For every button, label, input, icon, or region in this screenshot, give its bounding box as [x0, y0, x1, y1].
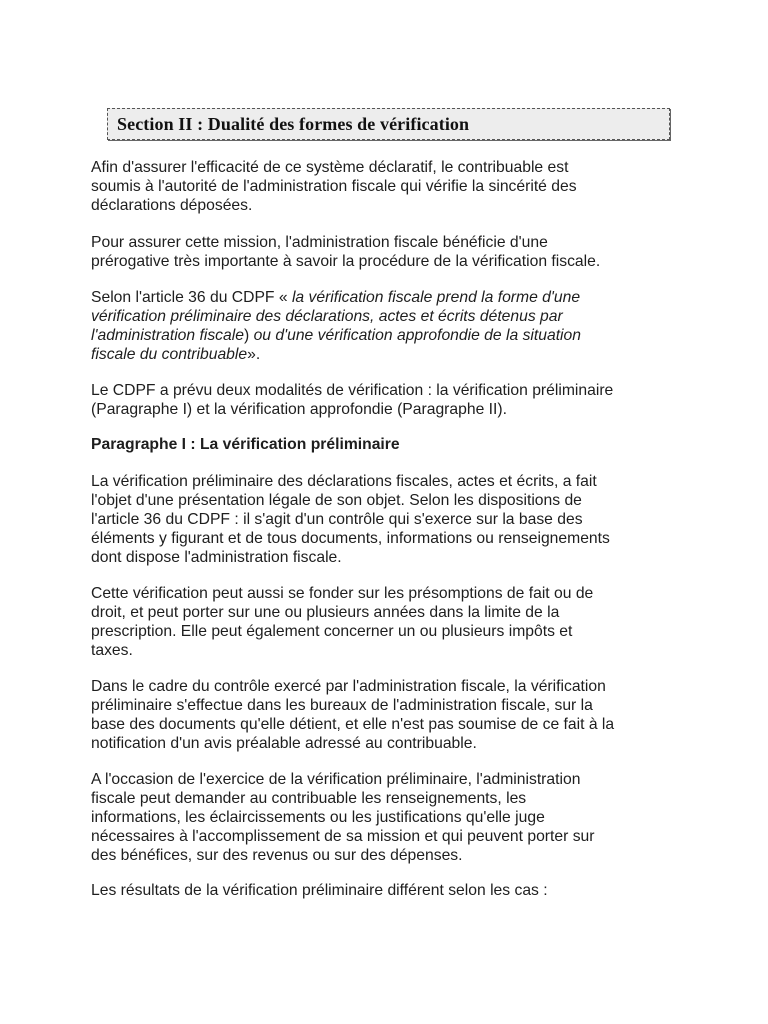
- paragraph-8: [91, 770, 681, 865]
- text-line: Les résultats de la vérification préliminaire différent selon les cas :: [91, 882, 548, 899]
- text-line: fiscale peut demander au contribuable les renseignements, les: [91, 790, 527, 807]
- section-heading: Section II : Dualité des formes de vérification: [117, 114, 470, 134]
- text-line: (Paragraphe I) et la vérification approfondie (Paragraphe II).: [91, 401, 507, 418]
- text-line: Afin d'assurer l'efficacité de ce système déclaratif, le contribuable est: [91, 159, 569, 176]
- text-line: déclarations déposées.: [91, 197, 253, 214]
- text-line: nécessaires à l'accomplissement de sa mission et qui peuvent porter sur: [91, 828, 595, 845]
- text-line: dont dispose l'administration fiscale.: [91, 549, 342, 566]
- text-line: A l'occasion de l'exercice de la vérification préliminaire, l'administration: [91, 771, 581, 788]
- text-line: préliminaire s'effectue dans les bureaux de l'administration fiscale, sur la: [91, 697, 593, 714]
- text-line: soumis à l'autorité de l'administration fiscale qui vérifie la sincérité des: [91, 178, 577, 195]
- paragraph-1: [91, 158, 681, 215]
- text-line: taxes.: [91, 642, 133, 659]
- quote-italic: la vérification fiscale prend la forme d'une: [291, 289, 581, 306]
- text-line: l'objet d'une présentation légale de son objet. Selon les dispositions de: [91, 492, 582, 509]
- paragraph-4: [91, 381, 681, 419]
- text-line: Pour assurer cette mission, l'administration fiscale bénéficie d'une: [91, 234, 548, 251]
- quote-italic: ou d'une vérification approfondie de la situation: [253, 327, 581, 344]
- paragraph-7: [91, 677, 681, 753]
- paragraph-6: [91, 584, 681, 660]
- text-line: notification d'un avis préalable adressé au contribuable.: [91, 735, 477, 752]
- paragraph-2: [91, 233, 681, 271]
- text-line: éléments y figurant et de tous documents, informations ou renseignements: [91, 530, 610, 547]
- paragraph-3-quote: [91, 288, 681, 364]
- section-heading-box: [107, 108, 670, 140]
- paragraph-5: [91, 472, 681, 567]
- text-line: [91, 326, 681, 345]
- quote-plain: ): [243, 327, 254, 344]
- text-line: prescription. Elle peut également concerner un ou plusieurs impôts et: [91, 623, 573, 640]
- text-line: vérification préliminaire des déclarations, actes et écrits détenus par: [91, 308, 563, 325]
- text-line: l'article 36 du CDPF : il s'agit d'un contrôle qui s'exerce sur la base des: [91, 511, 583, 528]
- text-line: des bénéfices, sur des revenus ou sur des dépenses.: [91, 847, 463, 864]
- quote-intro: Selon l'article 36 du CDPF «: [91, 289, 292, 306]
- quote-italic: fiscale du contribuable: [91, 346, 248, 363]
- text-line: La vérification préliminaire des déclarations fiscales, actes et écrits, a fait: [91, 473, 597, 490]
- text-line: Le CDPF a prévu deux modalités de vérification : la vérification préliminaire: [91, 382, 614, 399]
- text-line: informations, les éclaircissements ou les justifications qu'elle juge: [91, 809, 545, 826]
- text-line: droit, et peut porter sur une ou plusieurs années dans la limite de la: [91, 604, 560, 621]
- paragraph-9: [91, 881, 681, 900]
- paragraph-heading: Paragraphe I : La vérification préliminaire: [91, 436, 400, 453]
- text-line: Cette vérification peut aussi se fonder sur les présomptions de fait ou de: [91, 585, 594, 602]
- text-line: Dans le cadre du contrôle exercé par l'administration fiscale, la vérification: [91, 678, 606, 695]
- text-line: [91, 288, 681, 307]
- quote-close: ».: [247, 346, 261, 363]
- quote-italic: l'administration fiscale: [91, 327, 244, 344]
- text-line: [91, 345, 681, 364]
- text-line: base des documents qu'elle détient, et elle n'est pas soumise de ce fait à la: [91, 716, 615, 733]
- text-line: prérogative très importante à savoir la procédure de la vérification fiscale.: [91, 253, 601, 270]
